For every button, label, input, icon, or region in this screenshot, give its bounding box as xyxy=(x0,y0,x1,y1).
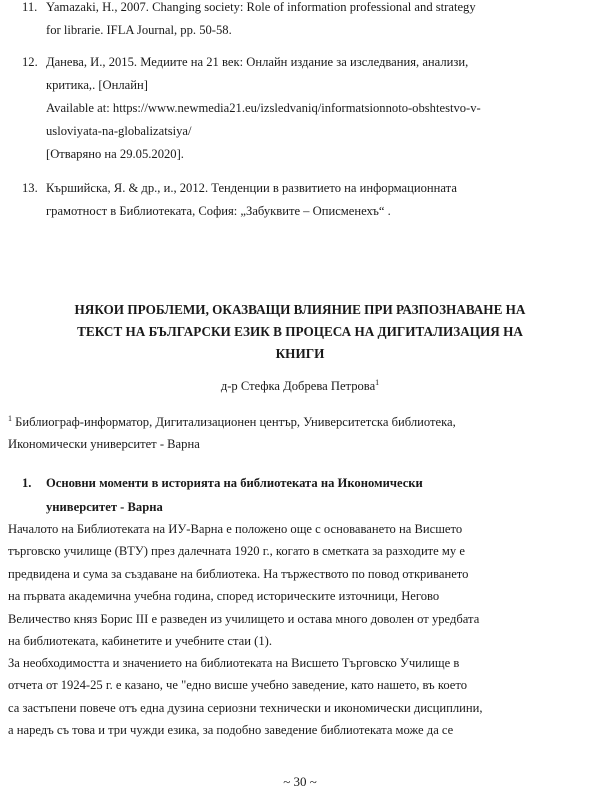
paragraph-line: отчета от 1924-25 г. е казано, че "едно висше учебно заведение, като нашето, въ което xyxy=(8,678,467,693)
paragraph-line: предвидена и сума за създаване на библиотека. На тържеството по повод откриването xyxy=(8,566,469,581)
reference-text: критика,. [Онлайн] xyxy=(46,78,148,92)
affiliation-text: Икономически университет - Варна xyxy=(8,437,200,451)
reference-number: 13. xyxy=(22,181,38,195)
reference-text: Yamazaki, H., 2007. Changing society: Role of information professional and strategy xyxy=(46,0,476,14)
reference-item xyxy=(22,0,592,42)
section-title-line: Основни моменти в историята на библиотеката на Икономически xyxy=(46,476,423,490)
reference-text: Кършийска, Я. & др., и., 2012. Тенденции в развитието на информационната xyxy=(46,181,457,195)
author-footnote-marker: 1 xyxy=(375,377,380,387)
affiliation xyxy=(8,411,592,455)
paragraph-line: на библиотеката, кабинетите и учебните стаи (1). xyxy=(8,634,272,649)
affiliation-footnote-marker: 1 xyxy=(8,413,12,423)
affiliation-line xyxy=(8,411,592,433)
section-title-line: университет - Варна xyxy=(46,500,163,514)
section-heading xyxy=(22,471,592,519)
section-number: 1. xyxy=(22,476,32,490)
body-paragraph xyxy=(8,652,592,742)
reference-text: for librarie. IFLA Journal, pp. 50-58. xyxy=(46,23,232,37)
author-line xyxy=(0,375,600,397)
paragraph-line: За необходимостта и значението на библиотеката на Висшето Търговско Училище в xyxy=(8,656,460,670)
paragraph-line: са застъпени повече отъ една дузина сериозни технически и икономически дисциплини, xyxy=(8,700,483,715)
reference-number: 11. xyxy=(22,0,38,14)
article-title-line: КНИГИ xyxy=(275,346,325,361)
body-paragraph xyxy=(8,518,592,652)
affiliation-text: Библиограф-информатор, Дигитализационен център, Университетска библиотека, xyxy=(15,415,456,429)
article-title-line: НЯКОИ ПРОБЛЕМИ, ОКАЗВАЩИ ВЛИЯНИЕ ПРИ РАЗПОЗНАВАНЕ НА xyxy=(74,302,526,317)
paragraph-line: търговско училище (ВТУ) през далечната 1920 г., когато в сметката за разходите му е xyxy=(8,544,465,559)
paragraph-line: а наредъ съ това и три чужди езика, за подобно заведение библиотеката може да се xyxy=(8,723,454,738)
reference-text: грамотност в Библиотеката, София: „Забуквите – Описменехъ“ . xyxy=(46,204,391,218)
reference-text: [Отваряно на 29.05.2020]. xyxy=(46,147,184,161)
reference-link[interactable]: Available at: https://www.newmedia21.eu/izsledvaniq/informatsionnoto-obshtestvo-v- xyxy=(46,101,481,115)
paragraph-line: на първата академична учебна година, според историческите източници, Негово xyxy=(8,589,440,604)
article-title xyxy=(0,299,600,365)
reference-text: Данева, И., 2015. Медиите на 21 век: Онлайн издание за изследвания, анализи, xyxy=(46,55,469,69)
reference-item xyxy=(22,177,592,223)
page-number: ~ 30 ~ xyxy=(283,774,317,789)
paragraph-line: Величество княз Борис III е разведен из училището и остава много доволен от уредбата xyxy=(8,611,480,626)
reference-link[interactable]: usloviyata-na-globalizatsiya/ xyxy=(46,124,192,138)
author-name: д-р Стефка Добрева Петрова xyxy=(220,379,376,393)
reference-item xyxy=(22,51,592,166)
article-title-line: ТЕКСТ НА БЪЛГАРСКИ ЕЗИК В ПРОЦЕСА НА ДИГИТАЛИЗАЦИЯ НА xyxy=(77,324,523,339)
paragraph-line: Началото на Библиотеката на ИУ-Варна е положено още с основаването на Висшето xyxy=(8,522,463,536)
reference-number: 12. xyxy=(22,55,38,69)
